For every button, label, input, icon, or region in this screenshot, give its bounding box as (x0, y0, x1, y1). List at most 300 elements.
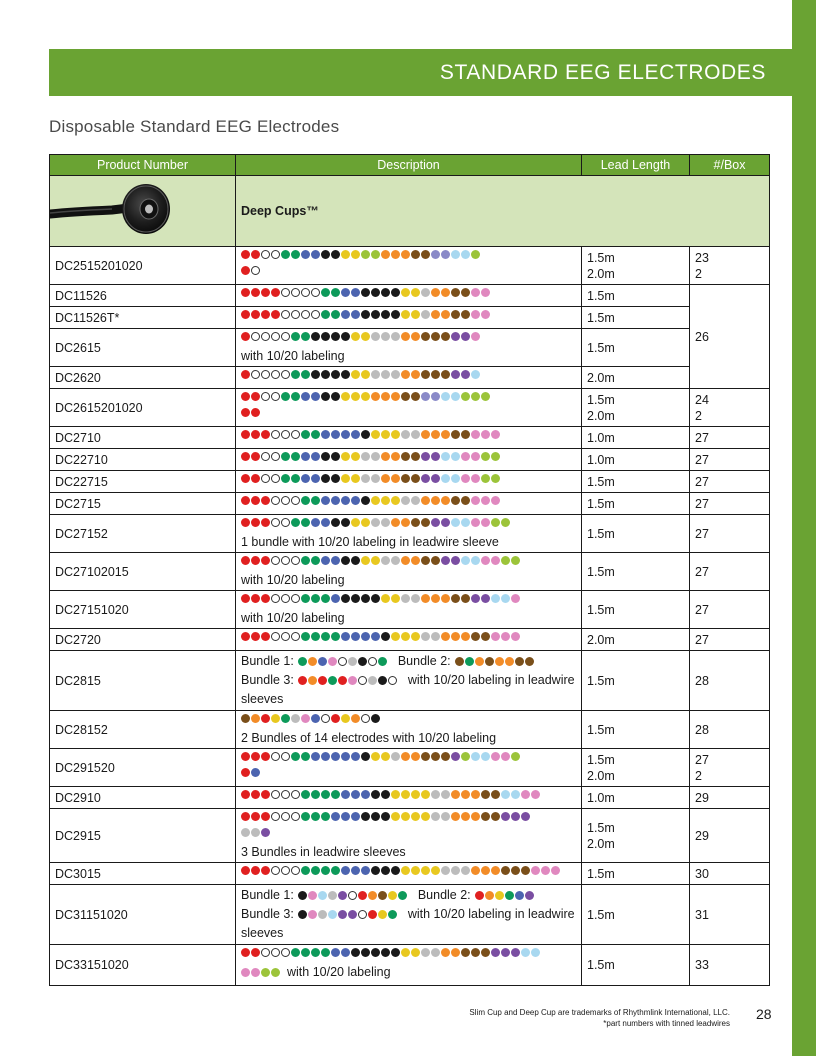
color-dot (381, 790, 390, 799)
color-dot (398, 891, 407, 900)
per-box-count: 2 (695, 768, 702, 783)
table-row (50, 629, 770, 651)
product-image-cell (50, 176, 236, 247)
lead-length: 1.5m (587, 310, 615, 325)
color-dot (281, 370, 290, 379)
color-dot (281, 496, 290, 505)
color-dot (451, 474, 460, 483)
color-dot (291, 370, 300, 379)
color-dot (331, 288, 340, 297)
color-dot (441, 452, 450, 461)
color-dot (451, 866, 460, 875)
per-box-cell (690, 471, 770, 493)
lead-length: 2.0m (587, 266, 615, 281)
color-dot (371, 250, 380, 259)
color-dot (515, 891, 524, 900)
color-dot (461, 332, 470, 341)
color-dot (271, 594, 280, 603)
color-dot (338, 657, 347, 666)
color-dot (301, 370, 310, 379)
color-dot (351, 452, 360, 461)
color-dot (311, 556, 320, 565)
description-cell (236, 449, 582, 471)
color-dot (251, 866, 260, 875)
product-number: DC2615 (50, 329, 236, 367)
color-dot (301, 594, 310, 603)
color-dot (361, 452, 370, 461)
color-dot (401, 556, 410, 565)
table-row (50, 885, 770, 945)
color-dot (371, 370, 380, 379)
description-text: with 10/20 labeling in leadwire sleeves (241, 907, 575, 940)
lead-length-cell (582, 515, 690, 553)
color-dot (311, 392, 320, 401)
color-dot-sequence (241, 948, 576, 963)
color-dot (421, 392, 430, 401)
color-dot-sequence (241, 430, 576, 445)
color-dot (381, 752, 390, 761)
color-dot (441, 790, 450, 799)
color-dot (251, 266, 260, 275)
table-header-row (50, 155, 770, 176)
color-dot (361, 556, 370, 565)
color-dot (341, 452, 350, 461)
color-dot (431, 430, 440, 439)
table-row (50, 651, 770, 711)
color-dot (261, 430, 270, 439)
color-dot (311, 866, 320, 875)
color-dot (301, 752, 310, 761)
color-dot (441, 370, 450, 379)
color-dot (485, 891, 494, 900)
product-number: DC33151020 (50, 945, 236, 986)
color-dot (271, 812, 280, 821)
color-dot (431, 250, 440, 259)
color-dot (391, 310, 400, 319)
lead-length: 2.0m (587, 768, 615, 783)
color-dot (311, 430, 320, 439)
color-dot (431, 332, 440, 341)
color-dot (441, 752, 450, 761)
color-dot (411, 632, 420, 641)
color-dot (281, 790, 290, 799)
color-dot-sequence (241, 968, 281, 983)
color-dot (331, 812, 340, 821)
color-dot (291, 556, 300, 565)
color-dot (351, 812, 360, 821)
color-dot-sequence (241, 250, 576, 265)
color-dot (381, 866, 390, 875)
color-dot (271, 474, 280, 483)
color-dot (271, 370, 280, 379)
product-number: DC31151020 (50, 885, 236, 945)
color-dot-sequence (241, 408, 576, 423)
color-dot-sequence (241, 714, 576, 729)
color-dot (301, 392, 310, 401)
color-dot (491, 812, 500, 821)
description-cell (236, 809, 582, 863)
color-dot (361, 752, 370, 761)
color-dot (241, 430, 250, 439)
color-dot (341, 752, 350, 761)
color-dot-sequence (241, 266, 576, 281)
color-dot (361, 474, 370, 483)
table-row (50, 471, 770, 493)
color-dot (281, 332, 290, 341)
color-dot (281, 812, 290, 821)
header-per-box: #/Box (690, 155, 770, 176)
color-dot (321, 714, 330, 723)
color-dot (281, 250, 290, 259)
color-dot (351, 310, 360, 319)
per-box-count: 27 (695, 564, 709, 579)
description-cell (236, 389, 582, 427)
color-dot (291, 430, 300, 439)
lead-length-cell (582, 863, 690, 885)
color-dot (391, 392, 400, 401)
header-product-number: Product Number (50, 155, 236, 176)
color-dot (495, 891, 504, 900)
bundle-label: Bundle 1: (241, 654, 294, 668)
color-dot (291, 288, 300, 297)
color-dot (471, 594, 480, 603)
color-dot (371, 474, 380, 483)
color-dot-sequence (241, 452, 576, 467)
color-dot (511, 752, 520, 761)
color-dot (301, 496, 310, 505)
color-dot (451, 556, 460, 565)
color-dot (311, 474, 320, 483)
color-dot (491, 790, 500, 799)
product-number: DC2715 (50, 493, 236, 515)
color-dot (421, 518, 430, 527)
color-dot (321, 518, 330, 527)
color-dot-sequence (241, 518, 576, 533)
color-dot (321, 452, 330, 461)
color-dot (441, 948, 450, 957)
color-dot (465, 657, 474, 666)
color-dot (461, 392, 470, 401)
color-dot (241, 968, 250, 977)
color-dot (391, 452, 400, 461)
color-dot (251, 310, 260, 319)
color-dot (341, 370, 350, 379)
color-dot (321, 632, 330, 641)
color-dot (505, 657, 514, 666)
color-dot (441, 288, 450, 297)
color-dot (341, 332, 350, 341)
color-dot (298, 657, 307, 666)
per-box-cell (690, 389, 770, 427)
color-dot (311, 948, 320, 957)
color-dot (481, 752, 490, 761)
color-dot (271, 452, 280, 461)
color-dot (261, 332, 270, 341)
color-dot (471, 790, 480, 799)
color-dot (301, 250, 310, 259)
lead-length-cell (582, 389, 690, 427)
table-row (50, 591, 770, 629)
color-dot (348, 891, 357, 900)
color-dot (301, 332, 310, 341)
color-dot (431, 556, 440, 565)
footer-notes (469, 1007, 730, 1029)
color-dot (271, 866, 280, 875)
color-dot (391, 752, 400, 761)
per-box-cell (690, 591, 770, 629)
color-dot (401, 632, 410, 641)
color-dot (311, 496, 320, 505)
color-dot (441, 474, 450, 483)
color-dot (308, 657, 317, 666)
color-dot (371, 948, 380, 957)
color-dot (251, 768, 260, 777)
color-dot (461, 752, 470, 761)
color-dot (321, 496, 330, 505)
color-dot (351, 594, 360, 603)
tinned-leadwire-note: *part numbers with tinned leadwires (603, 1019, 730, 1028)
color-dot-sequence (241, 288, 576, 303)
color-dot (361, 714, 370, 723)
color-dot (241, 408, 250, 417)
color-dot (261, 496, 270, 505)
color-dot-sequence (241, 866, 576, 881)
lead-length-cell (582, 591, 690, 629)
color-dot (241, 518, 250, 527)
color-dot (331, 518, 340, 527)
color-dot (311, 250, 320, 259)
color-dot (481, 594, 490, 603)
color-dot (401, 948, 410, 957)
color-dot (371, 556, 380, 565)
color-dot (371, 392, 380, 401)
color-dot (391, 790, 400, 799)
color-dot (251, 828, 260, 837)
per-box-count: 28 (695, 673, 709, 688)
color-dot (391, 496, 400, 505)
lead-length: 1.5m (587, 526, 615, 541)
color-dot (271, 632, 280, 641)
table-row (50, 329, 770, 367)
color-dot-sequence (475, 891, 535, 906)
color-dot-sequence (298, 676, 398, 691)
color-dot (461, 430, 470, 439)
per-box-count: 24 (695, 392, 709, 407)
lead-length: 1.5m (587, 820, 615, 835)
color-dot (341, 392, 350, 401)
color-dot (401, 288, 410, 297)
description-cell (236, 629, 582, 651)
product-number: DC291520 (50, 749, 236, 787)
color-dot (461, 474, 470, 483)
color-dot (341, 714, 350, 723)
color-dot (451, 518, 460, 527)
lead-length: 1.5m (587, 250, 615, 265)
lead-length-cell (582, 629, 690, 651)
per-box-count: 28 (695, 722, 709, 737)
color-dot (371, 594, 380, 603)
per-box-cell (690, 787, 770, 809)
color-dot (321, 430, 330, 439)
color-dot (301, 948, 310, 957)
color-dot (441, 518, 450, 527)
color-dot (401, 790, 410, 799)
section-title: Disposable Standard EEG Electrodes (49, 117, 340, 136)
header-lead-length: Lead Length (582, 155, 690, 176)
color-dot (291, 496, 300, 505)
color-dot (311, 752, 320, 761)
color-dot (291, 392, 300, 401)
color-dot (241, 866, 250, 875)
color-dot (241, 310, 250, 319)
color-dot (321, 332, 330, 341)
product-number: DC27151020 (50, 591, 236, 629)
per-box-cell (690, 651, 770, 711)
color-dot (491, 752, 500, 761)
color-dot (461, 790, 470, 799)
color-dot (281, 866, 290, 875)
color-dot (261, 370, 270, 379)
color-dot (261, 714, 270, 723)
product-number: DC11526 (50, 285, 236, 307)
description-cell (236, 329, 582, 367)
color-dot (251, 408, 260, 417)
color-dot (391, 948, 400, 957)
color-dot (401, 594, 410, 603)
color-dot (391, 556, 400, 565)
color-dot (321, 812, 330, 821)
color-dot (331, 948, 340, 957)
lead-length: 1.5m (587, 602, 615, 617)
color-dot (511, 866, 520, 875)
header-description: Description (236, 155, 582, 176)
per-box-count: 29 (695, 790, 709, 805)
per-box-count: 29 (695, 828, 709, 843)
color-dot (368, 891, 377, 900)
product-number: DC2620 (50, 367, 236, 389)
per-box-count: 27 (695, 602, 709, 617)
color-dot (241, 812, 250, 821)
color-dot (441, 332, 450, 341)
color-dot (481, 948, 490, 957)
description-cell (236, 515, 582, 553)
lead-length-cell (582, 247, 690, 285)
color-dot (495, 657, 504, 666)
color-dot (401, 518, 410, 527)
color-dot (381, 496, 390, 505)
color-dot (261, 790, 270, 799)
color-dot-sequence (241, 474, 576, 489)
color-dot (421, 370, 430, 379)
color-dot (381, 948, 390, 957)
color-dot (361, 594, 370, 603)
color-dot (298, 910, 307, 919)
color-dot (451, 288, 460, 297)
color-dot (455, 657, 464, 666)
color-dot (351, 632, 360, 641)
color-dot (368, 657, 377, 666)
color-dot (391, 288, 400, 297)
lead-length-cell (582, 809, 690, 863)
color-dot (318, 891, 327, 900)
color-dot (388, 891, 397, 900)
color-dot (331, 310, 340, 319)
color-dot (421, 250, 430, 259)
per-box-count: 2 (695, 266, 702, 281)
color-dot (381, 474, 390, 483)
table-row (50, 787, 770, 809)
per-box-cell (690, 749, 770, 787)
color-dot (301, 310, 310, 319)
page-title: STANDARD EEG ELECTRODES (439, 61, 766, 84)
color-dot-sequence (241, 828, 576, 843)
color-dot (291, 714, 300, 723)
color-dot (371, 632, 380, 641)
lead-length: 2.0m (587, 408, 615, 423)
color-dot (241, 496, 250, 505)
color-dot (411, 812, 420, 821)
color-dot (348, 910, 357, 919)
color-dot (461, 288, 470, 297)
color-dot (521, 790, 530, 799)
color-dot (261, 948, 270, 957)
color-dot (421, 430, 430, 439)
color-dot (501, 812, 510, 821)
color-dot (411, 752, 420, 761)
color-dot (301, 632, 310, 641)
color-dot (341, 430, 350, 439)
color-dot (441, 866, 450, 875)
color-dot (301, 430, 310, 439)
color-dot (281, 310, 290, 319)
color-dot (481, 790, 490, 799)
color-dot (328, 891, 337, 900)
color-dot (391, 430, 400, 439)
color-dot (341, 250, 350, 259)
table-row (50, 711, 770, 749)
color-dot (261, 392, 270, 401)
color-dot (431, 518, 440, 527)
color-dot (271, 496, 280, 505)
lead-length-cell (582, 285, 690, 307)
color-dot (411, 948, 420, 957)
color-dot (371, 752, 380, 761)
color-dot (341, 310, 350, 319)
color-dot (521, 866, 530, 875)
description-cell (236, 367, 582, 389)
color-dot (358, 891, 367, 900)
table-row (50, 247, 770, 285)
color-dot (381, 594, 390, 603)
color-dot-sequence (241, 812, 576, 827)
product-number: DC2910 (50, 787, 236, 809)
description-cell (236, 247, 582, 285)
color-dot (331, 714, 340, 723)
color-dot (381, 518, 390, 527)
color-dot (431, 370, 440, 379)
per-box-cell (690, 809, 770, 863)
color-dot (281, 948, 290, 957)
color-dot (358, 910, 367, 919)
color-dot (311, 452, 320, 461)
description-cell (236, 651, 582, 711)
color-dot (241, 632, 250, 641)
per-box-cell (690, 885, 770, 945)
per-box-cell (690, 945, 770, 986)
color-dot (341, 288, 350, 297)
color-dot (401, 452, 410, 461)
lead-length-cell (582, 885, 690, 945)
